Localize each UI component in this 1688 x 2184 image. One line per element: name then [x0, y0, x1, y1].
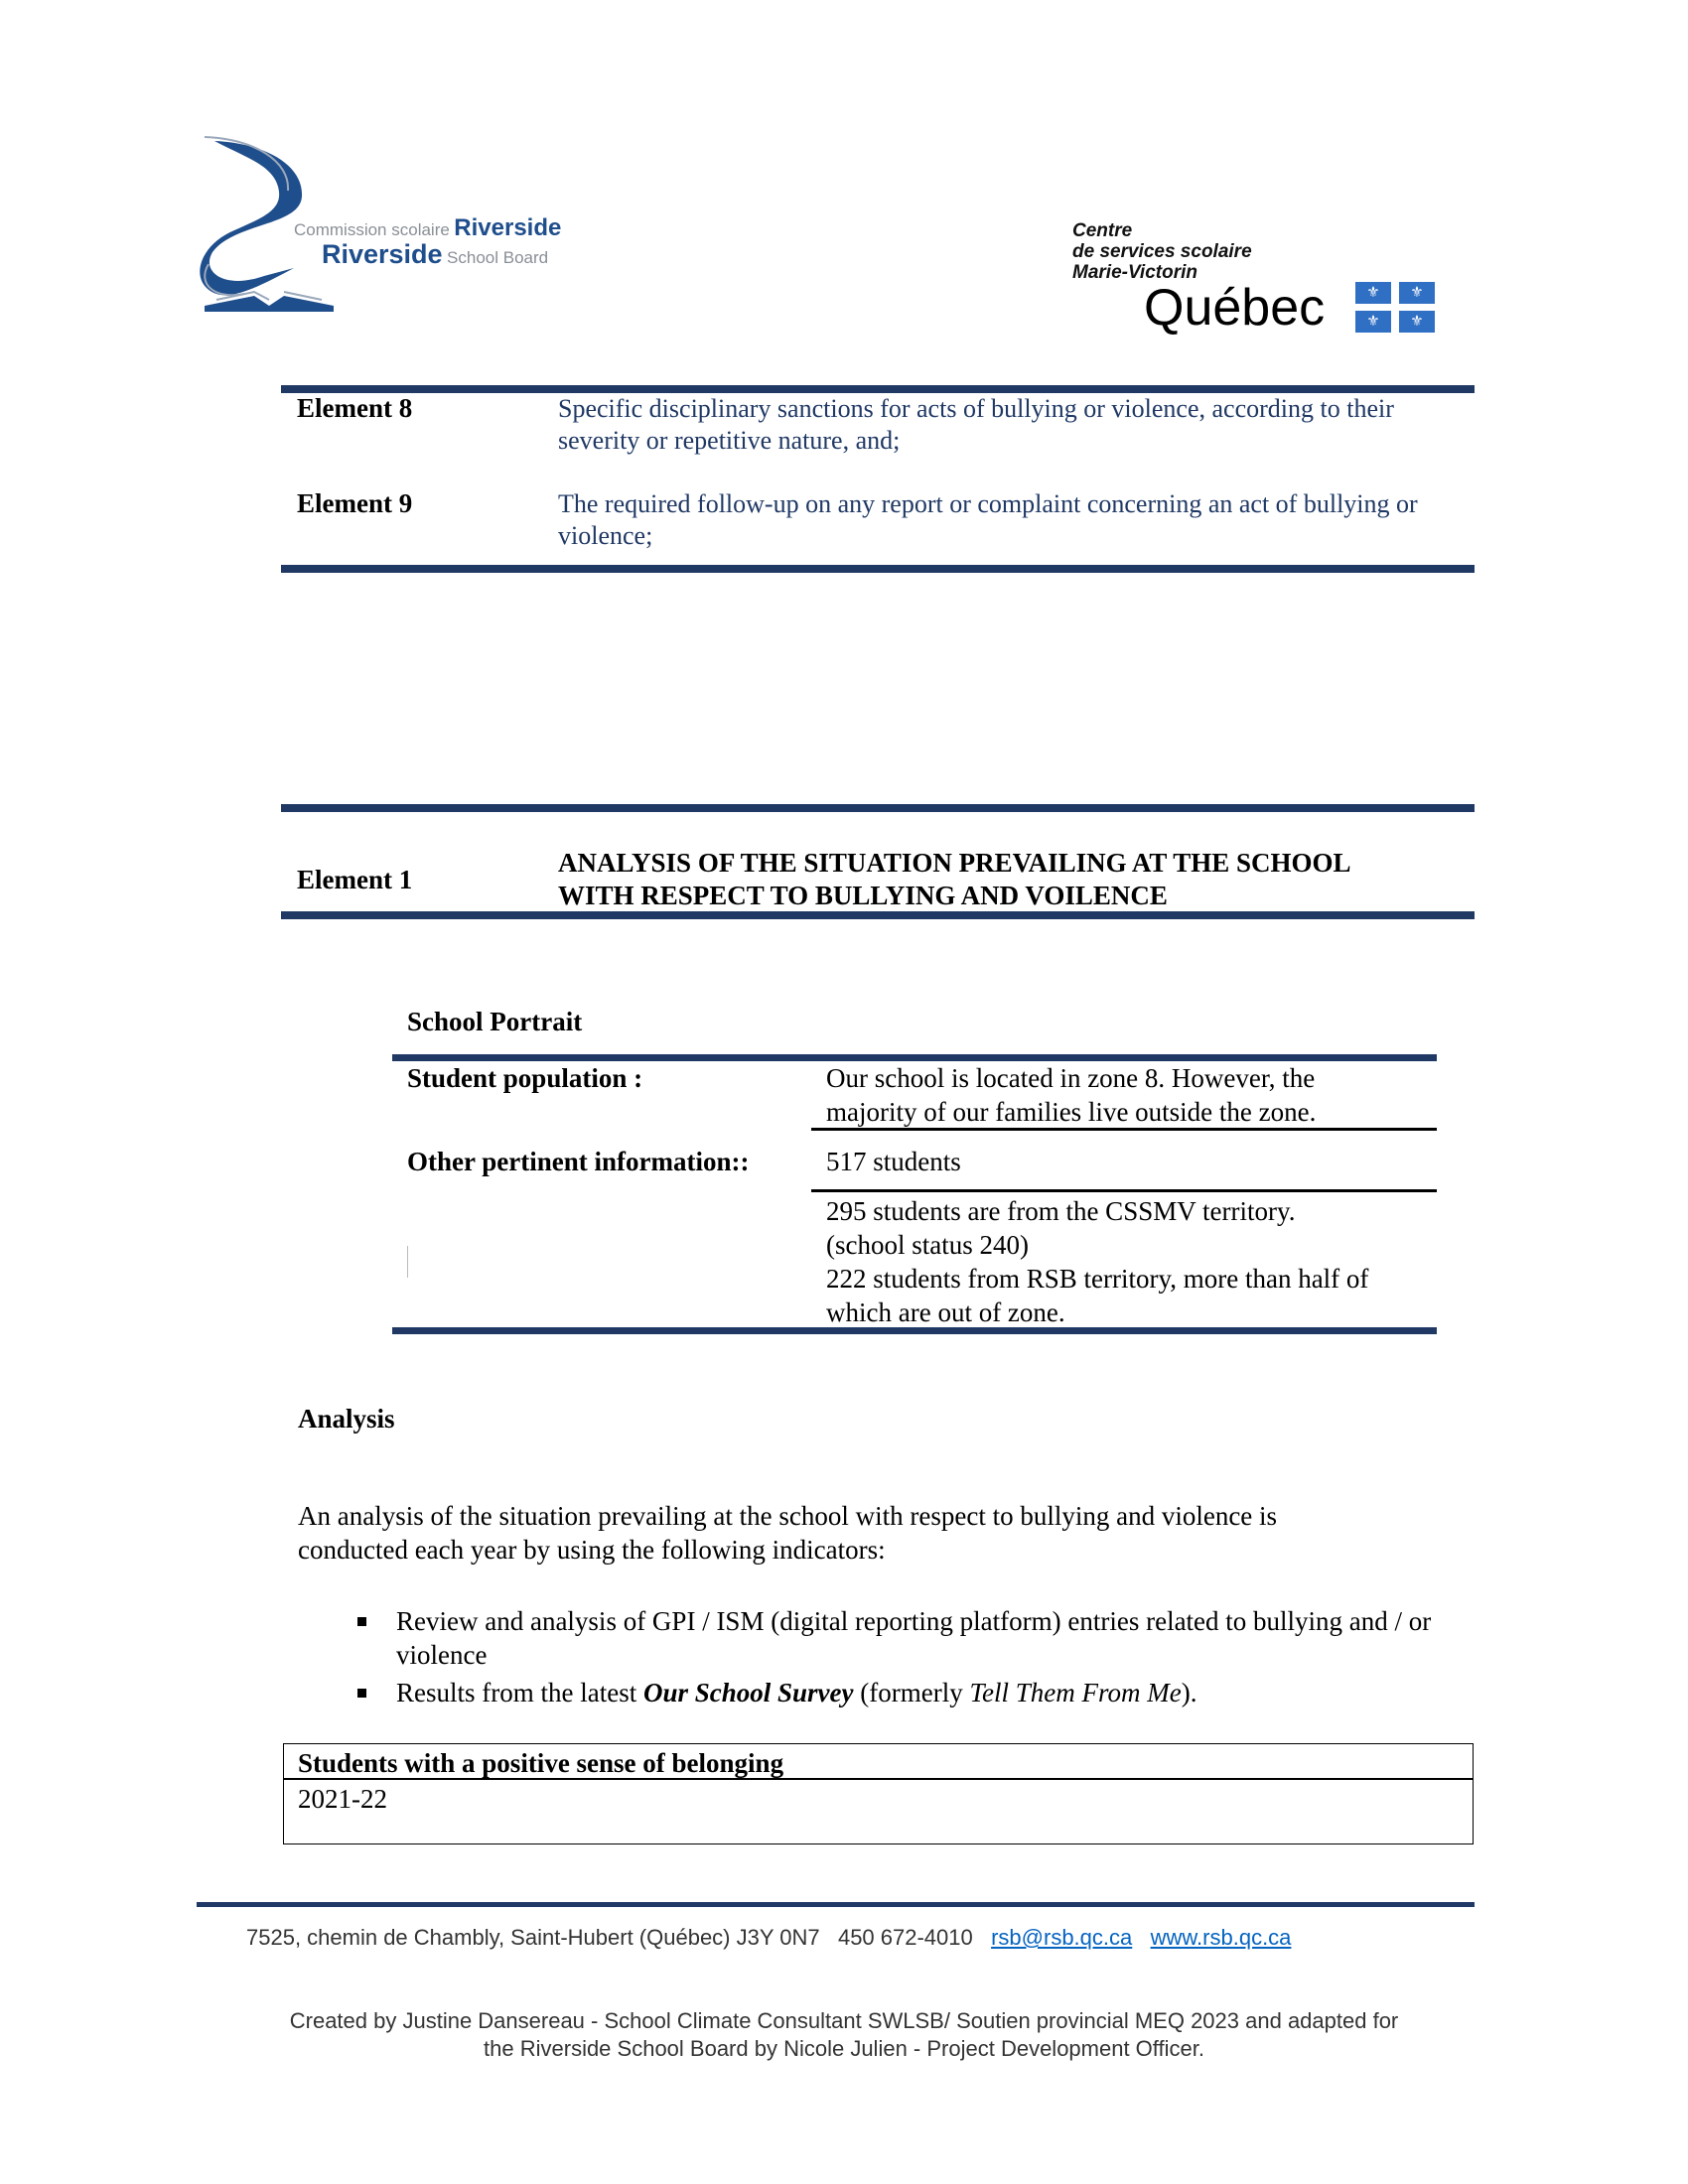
table-top-rule: [281, 385, 1475, 393]
student-population-label: Student population :: [407, 1063, 643, 1093]
logo-marie-victorin-text: Marie-Victorin: [1072, 262, 1197, 283]
analysis-heading: Analysis: [298, 1404, 395, 1433]
element-9-text: The required follow-up on any report or complaint concerning an act of bullying or violence;: [558, 489, 1418, 550]
footer-address: 7525, chemin de Chambly, Saint-Hubert (Québec) J3Y 0N7: [246, 1925, 820, 1950]
footer-credits-line1: Created by Justine Dansereau - School Climate Consultant SWLSB/ Soutien provincial MEQ 2023 and adapted for: [289, 2008, 1399, 2033]
element-1-title: [558, 847, 1472, 912]
element-1-bottom-rule: [281, 911, 1475, 919]
portrait-row-divider-1: [811, 1128, 1437, 1131]
element-1-title-line2: WITH RESPECT TO BULLYING AND VOILENCE: [558, 881, 1168, 910]
logo-services-text: de services scolaire: [1072, 241, 1252, 262]
footer-rule: [197, 1902, 1475, 1907]
details-rsb: 222 students from RSB territory, more than half of which are out of zone.: [826, 1264, 1369, 1327]
details-cssmv: 295 students are from the CSSMV territory.: [826, 1196, 1296, 1226]
logo-riverside-bold-2: Riverside: [322, 239, 443, 269]
bullet-survey-former-name: Tell Them From Me: [969, 1678, 1182, 1707]
bullet-icon: [357, 1617, 366, 1626]
other-info-label: Other pertinent information::: [407, 1147, 750, 1176]
text-cursor-mark: [407, 1246, 408, 1278]
bullet-survey-suffix: ).: [1181, 1678, 1197, 1707]
bullet-survey-middle: (formerly: [853, 1678, 970, 1707]
footer-credits-line2: the Riverside School Board by Nicole Julien - Project Development Officer.: [484, 2036, 1204, 2061]
quebec-cssmv-logo: [1072, 220, 1450, 344]
element-9-label: Element 9: [297, 488, 413, 518]
quebec-flag-icon: ⚜ ⚜ ⚜ ⚜: [1355, 282, 1437, 334]
element-8-text: Specific disciplinary sanctions for acts of bullying or violence, according to their severity or repetitive nature, and;: [558, 394, 1394, 455]
belonging-year-cell: 2021-22: [298, 1784, 387, 1814]
student-population-value: Our school is located in zone 8. However, the majority of our families live outside the zone.: [826, 1063, 1317, 1127]
logo-riverside-bold-1: Riverside: [454, 214, 562, 241]
belonging-header-divider: [284, 1778, 1473, 1780]
logo-school-board-text: School Board: [447, 248, 549, 267]
logo-commission-text: Commission scolaire: [294, 220, 450, 239]
bullet-icon: [357, 1689, 366, 1698]
logo-quebec-wordmark: Québec: [1144, 279, 1326, 337]
other-info-value: 517 students: [826, 1147, 961, 1176]
portrait-details: [826, 1194, 1422, 1329]
element-1-title-line1: ANALYSIS OF THE SITUATION PREVAILING AT THE SCHOOL: [558, 848, 1351, 878]
belonging-table-header: Students with a positive sense of belonging: [298, 1748, 784, 1778]
footer-email-link[interactable]: rsb@rsb.qc.ca: [991, 1925, 1133, 1950]
table-bottom-rule: [281, 565, 1475, 573]
footer-website-link[interactable]: www.rsb.qc.ca: [1150, 1925, 1292, 1950]
portrait-bottom-rule: [392, 1327, 1437, 1334]
logo-centre-text: Centre: [1072, 220, 1133, 241]
bullet-survey-name: Our School Survey: [642, 1678, 854, 1707]
element-8-label: Element 8: [297, 393, 413, 423]
footer-phone: 450 672-4010: [837, 1925, 973, 1950]
bullet-survey-prefix: Results from the latest: [396, 1678, 643, 1707]
footer-credits: [149, 2007, 1539, 2063]
details-school-status: (school status 240): [826, 1230, 1029, 1260]
element-1-label: Element 1: [297, 865, 413, 894]
element-1-top-rule: [281, 804, 1475, 812]
analysis-paragraph: An analysis of the situation prevailing at the school with respect to bullying and violence is conducted each year by using the following indicators:: [298, 1501, 1278, 1565]
bullet-survey: [396, 1676, 1474, 1709]
portrait-top-rule: [392, 1054, 1437, 1061]
bullet-gpi-ism: Review and analysis of GPI / ISM (digital reporting platform) entries related to bullying and / or violence: [396, 1606, 1432, 1670]
footer-contact: [246, 1924, 1291, 1952]
belonging-table: [283, 1743, 1474, 1844]
school-portrait-title: School Portrait: [407, 1007, 583, 1036]
riverside-logo: [195, 135, 572, 319]
portrait-row-divider-2: [811, 1189, 1437, 1192]
